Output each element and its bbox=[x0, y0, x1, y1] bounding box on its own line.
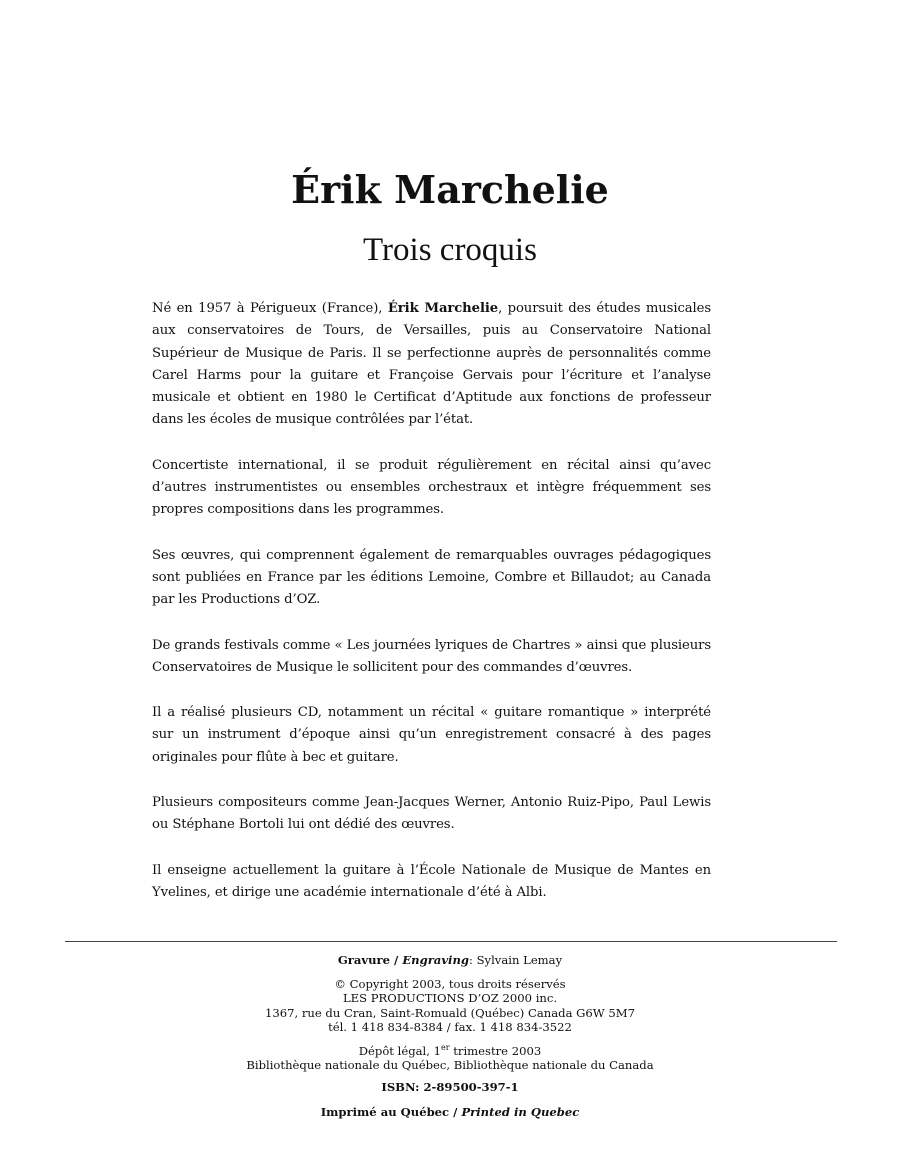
libraries-line: Bibliothèque nationale du Québec, Bibliothèque nationale du Canada bbox=[246, 1058, 654, 1073]
footer-divider bbox=[65, 941, 837, 942]
publisher-name: LES PRODUCTIONS D’OZ 2000 inc. bbox=[342, 991, 558, 1006]
bio-p1-rest: , poursuit des études musicales aux conservatoires de Tours, de Versailles, puis au Conservatoire National Supérieur de Musique de Paris. Il se perfectionne auprès de personnalités comme Carel Harms pour la guitare et Françoise Gervais pour l’écriture et l’analyse musicale et obtient en 1980 le Certificat d’Aptitude aux fonctions de professeur dans les écoles de musique contrôlées par l’état. bbox=[152, 301, 711, 428]
bio-paragraph-1 bbox=[152, 298, 711, 432]
bio-paragraph-7: Il enseigne actuellement la guitare à l’École Nationale de Musique de Mantes en Yvelines, et dirige une académie internationale d’été à Albi. bbox=[152, 862, 711, 900]
legal-deposit-ordinal: er bbox=[441, 1043, 450, 1053]
legal-deposit: Dépôt légal, 1er trimestre 2003 bbox=[358, 1043, 542, 1059]
bio-paragraph-2: Concertiste international, il se produit régulièrement en récital ainsi qu’avec d’autres instrumentistes ou ensembles orchestraux et intègre fréquemment ses propres compositions dans les programmes. bbox=[152, 457, 711, 518]
publisher-phone: tél. 1 418 834-8384 / fax. 1 418 834-3522 bbox=[328, 1019, 572, 1034]
composer-name: Érik Marchelie bbox=[291, 167, 609, 212]
biography bbox=[152, 298, 711, 927]
bio-p1-intro: Né en 1957 à Périgueux (France), bbox=[152, 301, 388, 316]
engraving-separator: / bbox=[390, 953, 403, 967]
engraving-credit bbox=[0, 953, 900, 967]
publisher-address: 1367, rue du Cran, Saint-Romuald (Québec) Canada G6W 5M7 bbox=[264, 1005, 636, 1020]
engraving-label-en: Engraving bbox=[402, 953, 469, 967]
bio-paragraph-6: Plusieurs compositeurs comme Jean-Jacques Werner, Antonio Ruiz-Pipo, Paul Lewis ou Stéphane Bortoli lui ont dédié des œuvres. bbox=[152, 795, 711, 833]
bio-p1-name: Érik Marchelie bbox=[387, 301, 499, 316]
work-title: Trois croquis bbox=[363, 232, 537, 268]
bio-paragraph-4: De grands festivals comme « Les journées lyriques de Chartres » ainsi que plusieurs Conservatoires de Musique le sollicitent pour des commandes d’œuvres. bbox=[152, 637, 711, 675]
printed-en: Printed in Quebec bbox=[461, 1104, 580, 1119]
bio-paragraph-5: Il a réalisé plusieurs CD, notamment un récital « guitare romantique » interprété sur un instrument d’époque ainsi qu’un enregistrement consacré à des pages originales pour flûte à bec et guitare. bbox=[152, 705, 711, 765]
engraving-label-fr: Gravure bbox=[337, 953, 391, 967]
printed-in bbox=[0, 1105, 900, 1119]
isbn: ISBN: 2-89500-397-1 bbox=[381, 1080, 519, 1095]
copyright-line: © Copyright 2003, tous droits réservés bbox=[334, 977, 566, 992]
colophon bbox=[0, 953, 900, 1119]
printed-fr: Imprimé au Québec bbox=[320, 1104, 450, 1119]
engraving-value: : Sylvain Lemay bbox=[469, 953, 563, 967]
printed-separator: / bbox=[449, 1104, 462, 1119]
bio-paragraph-3: Ses œuvres, qui comprennent également de remarquables ouvrages pédagogiques sont publiées en France par les éditions Lemoine, Combre et Billaudot; au Canada par les Productions d’OZ. bbox=[152, 547, 711, 608]
